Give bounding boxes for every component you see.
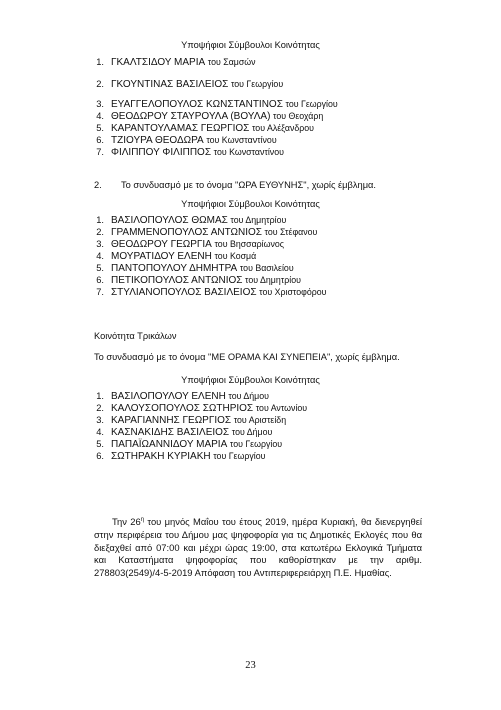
father-name: του Κοσμά [214, 251, 257, 261]
candidate [111, 287, 326, 298]
item-number: 5. [96, 123, 104, 133]
item-number: 4. [96, 251, 104, 261]
candidate-name: ΚΑΡΑΓΙΑΝΝΗΣ ΓΕΩΡΓΙΟΣ [111, 415, 232, 426]
candidate-name: ΦΙΛΙΠΠΟΥ ΦΙΛΙΠΠΟΣ [111, 147, 211, 158]
candidate-name: ΣΩΤΗΡΑΚΗ ΚΥΡΙΑΚΗ [111, 451, 211, 462]
item-number: 2. [96, 79, 104, 89]
item-number: 3. [96, 99, 104, 109]
section-3-heading: Υποψήφιοι Σύμβουλοι Κοινότητας [181, 375, 320, 385]
item-number: 1. [96, 215, 104, 225]
father-name: του Κωνσταντίνου [213, 147, 284, 157]
candidate [111, 79, 283, 90]
community-title: Κοινότητα Τρικάλων [94, 331, 177, 341]
candidate [111, 123, 314, 134]
candidate-name: ΘΕΟΔΩΡΟΥ ΣΤΑΥΡΟΥΛΑ (ΒΟΥΛΑ) [111, 111, 271, 122]
father-name: του Βησσαρίωνος [214, 239, 285, 249]
candidate [111, 415, 286, 426]
candidate [111, 251, 256, 262]
father-name: του Δημητρίου [245, 275, 301, 285]
candidate [111, 391, 269, 402]
combination-statement: Το συνδυασμό με το όνομα "ΜΕ ΟΡΑΜΑ ΚΑΙ ΣΥΝΕΠΕΙΑ", χωρίς έμβλημα. [94, 352, 400, 362]
candidate [111, 403, 307, 414]
item-number: 6. [96, 275, 104, 285]
father-name: του Θεοχάρη [273, 111, 324, 121]
candidate-name: ΤΖΙΟΥΡΑ ΘΕΟΔΩΡΑ [111, 135, 204, 146]
combination-statement: Το συνδυασμό με το όνομα "ΩΡΑ ΕΥΘΥΝΗΣ", χωρίς έμβλημα. [121, 180, 377, 190]
item-number: 1. [96, 57, 104, 67]
father-name: του Γεωργίου [213, 451, 266, 461]
candidate-name: ΠΑΝΤΟΠΟΥΛΟΥ ΔΗΜΗΤΡΑ [111, 263, 238, 274]
father-name: του Γεωργίου [229, 439, 283, 449]
father-name: του Βασιλείου [239, 263, 294, 273]
candidate-name: ΓΡΑΜΜΕΝΟΠΟΥΛΟΣ ΑΝΤΩΝΙΟΣ [111, 227, 262, 238]
father-name: του Κωνσταντίνου [206, 135, 277, 145]
item-number: 4. [96, 427, 104, 437]
candidate-name: ΕΥΑΓΓΕΛΟΠΟΥΛΟΣ ΚΩΝΣΤΑΝΤΙΝΟΣ [111, 99, 283, 110]
item-number: 7. [96, 147, 104, 157]
candidate [111, 147, 284, 158]
candidate [111, 57, 256, 68]
candidate-name: ΠΑΠΑΪΩΑΝΝΙΔΟΥ ΜΑΡΙΑ [111, 439, 228, 450]
item-number: 3. [96, 415, 104, 425]
father-name: του Δημητρίου [230, 215, 287, 225]
section-1-heading: Υποψήφιοι Σύμβουλοι Κοινότητας [181, 40, 320, 50]
candidate [111, 99, 338, 110]
father-name: του Χριστοφόρου [259, 287, 327, 297]
closing-paragraph [94, 516, 422, 580]
candidate [111, 275, 301, 286]
candidate [111, 135, 277, 146]
candidate [111, 215, 286, 226]
father-name: του Αριστείδη [233, 415, 287, 425]
father-name: του Στέφανου [264, 227, 318, 237]
candidate-name: ΣΤΥΛΙΑΝΟΠΟΥΛΟΣ ΒΑΣΙΛΕΙΟΣ [111, 287, 257, 298]
candidate-name: ΚΑΣΝΑΚΙΔΗΣ ΒΑΣΙΛΕΙΟΣ [111, 427, 230, 438]
candidate [111, 227, 317, 238]
item-number: 5. [96, 263, 104, 273]
father-name: του Αλέξανδρου [251, 123, 314, 133]
closing-lead: Την 26 [112, 516, 141, 527]
ordinal-suffix: η [140, 517, 145, 523]
item-number: 3. [96, 239, 104, 249]
item-number: 6. [96, 135, 104, 145]
candidate-name: ΒΑΣΙΛΟΠΟΥΛΟΣ ΘΩΜΑΣ [111, 215, 228, 226]
father-name: του Γεωργίου [230, 79, 284, 89]
candidate [111, 427, 272, 438]
candidate-name: ΘΕΟΔΩΡΟΥ ΓΕΩΡΓΙΑ [111, 239, 212, 250]
candidate-name: ΚΑΛΟΥΣΟΠΟΥΛΟΣ ΣΩΤΗΡΙΟΣ [111, 403, 254, 414]
candidate [111, 451, 265, 462]
item-number: 4. [96, 111, 104, 121]
item-number: 6. [96, 451, 104, 461]
item-number: 1. [96, 391, 104, 401]
item-number: 7. [96, 287, 104, 297]
father-name: του Δήμου [228, 391, 269, 401]
candidate-name: ΠΕΤΙΚΟΠΟΥΛΟΣ ΑΝΤΩΝΙΟΣ [111, 275, 243, 286]
item-number: 5. [96, 439, 104, 449]
closing-text: του μηνός Μαΐου του έτους 2019, ημέρα Κυριακή, θα διενεργηθεί στην περιφέρεια του Δήμου μας ψηφοφορία για τις Δημοτικές Εκλογές που θα διεξαχθεί από 07:00 και μέχρι ώρας 19:00, στα κατωτέρω Εκλογικά Τμήματα και Καταστήματα ψηφοφορίας που καθορίστηκαν με την αριθμ. 278803(2549)/4-5-2019 Απόφαση του Αντιπεριφερειάρχη Π.Ε. Ημαθίας. [94, 516, 422, 579]
item-number: 2. [96, 227, 104, 237]
candidate-name: ΓΚΟΥΝΤΙΝΑΣ ΒΑΣΙΛΕΙΟΣ [111, 79, 229, 90]
father-name: του Γεωργίου [285, 99, 338, 109]
section-2-heading: Υποψήφιοι Σύμβουλοι Κοινότητας [181, 199, 320, 209]
candidate-name: ΚΑΡΑΝΤΟΥΛΑΜΑΣ ΓΕΩΡΓΙΟΣ [111, 123, 250, 134]
candidate-name: ΜΟΥΡΑΤΙΔΟΥ ΕΛΕΝΗ [111, 251, 212, 262]
candidate [111, 263, 294, 274]
page-number: 23 [245, 660, 256, 671]
combination-number: 2. [94, 180, 102, 190]
candidate [111, 111, 323, 122]
father-name: του Δήμου [231, 427, 273, 437]
father-name: του Αντωνίου [255, 403, 308, 413]
father-name: του Σαμσών [207, 57, 256, 67]
candidate [111, 439, 282, 450]
candidate [111, 239, 284, 250]
item-number: 2. [96, 403, 104, 413]
candidate-name: ΒΑΣΙΛΟΠΟΥΛΟΥ ΕΛΕΝΗ [111, 391, 226, 402]
candidate-name: ΓΚΑΛΤΣΙΔΟΥ ΜΑΡΙΑ [111, 57, 206, 68]
